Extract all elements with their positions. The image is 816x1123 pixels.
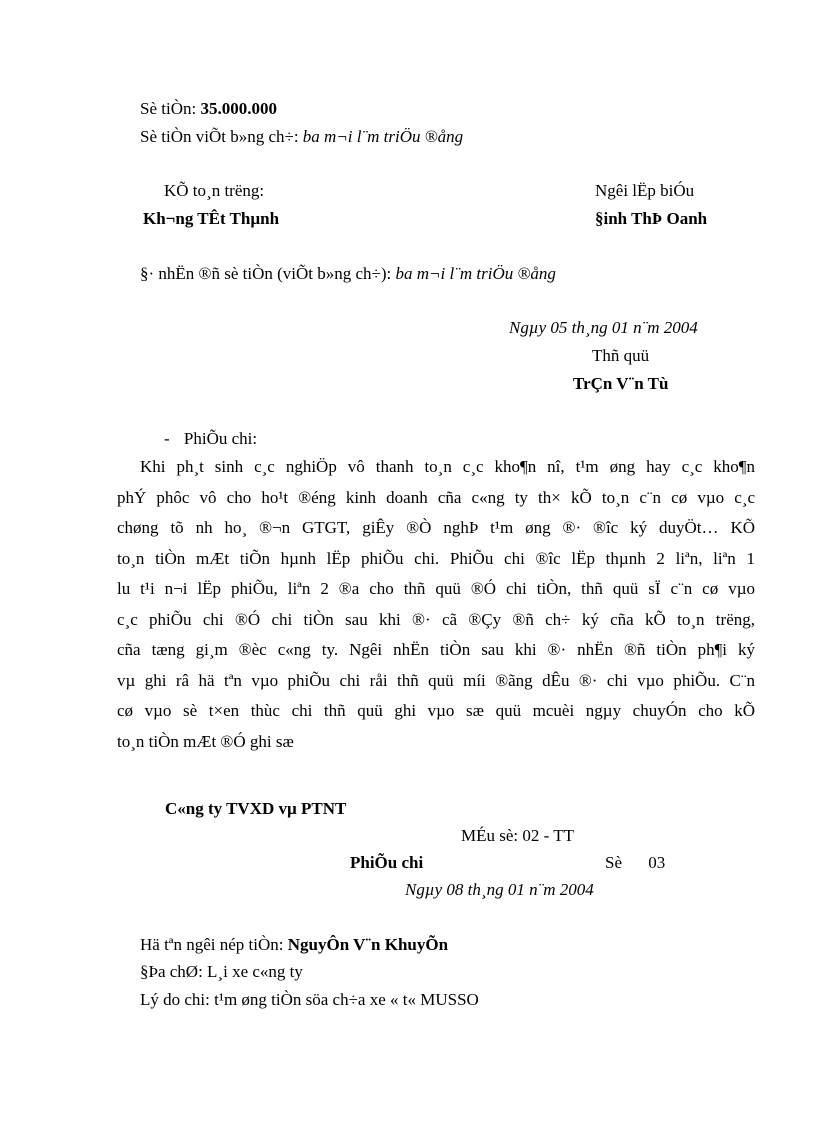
section-heading	[164, 429, 257, 449]
paragraph-line: lu t¹i n¬i lËp phiÕu, liªn 2 ®a cho thñ quü ®Ó chi tiÒn, thñ quü sÏ c¨n cø vµo	[117, 579, 755, 598]
cashier-name: TrÇn V¨n Tù	[573, 374, 669, 393]
paragraph-line: phÝ phôc vô cho ho¹t ®éng kinh doanh cña c«ng ty th× kÕ to¸n c¨n cø vµo c¸c	[117, 487, 755, 507]
form-number-label: Sè	[605, 853, 622, 872]
form-title: PhiÕu chi	[350, 853, 424, 872]
paragraph-line: cø vµo sè t×en thùc chi thñ quü ghi vµo sæ quü mcuèi ngµy chuyÓn cho kÕ	[117, 701, 755, 720]
chief-accountant-name: Kh¬ng TÊt Thµnh	[143, 209, 280, 228]
section-heading-text: PhiÕu chi:	[183, 429, 258, 448]
preparer-title: Ngêi lËp biÓu	[595, 181, 695, 200]
paragraph-line: chøng tõ nh ho¸ ®¬n GTGT, giÊy ®Ò nghÞ t¹m øng ®· ®îc ký duyÖt… KÕ	[117, 518, 755, 537]
form-date: Ngµy 08 th¸ng 01 n¨m 2004	[405, 880, 594, 899]
amount-line	[140, 99, 277, 119]
amount-words-line	[140, 127, 463, 147]
bullet-dash: -	[164, 429, 170, 448]
chief-accountant-title: KÕ to¸n trëng:	[164, 181, 265, 200]
amount-label: Sè tiÒn:	[140, 99, 197, 118]
amount-words-label: Sè tiÒn viÕt b»ng ch÷:	[140, 127, 299, 146]
paragraph-line: to¸n tiÒn mÆt tiÕn hµnh lËp phiÕu chi. PhiÕu chi ®îc lËp thµnh 2 liªn, liªn 1	[117, 548, 755, 568]
cashier-title: Thñ quü	[592, 346, 650, 365]
amount-value: 35.000.000	[200, 99, 277, 118]
address-line: §Þa chØ: L¸i xe c«ng ty	[140, 962, 303, 981]
amount-words-value: ba m¬i l¨m triÖu ®ång	[302, 127, 464, 146]
template-number: MÉu sè: 02 - TT	[461, 826, 575, 845]
company-name: C«ng ty TVXD vµ PTNT	[165, 799, 347, 818]
form-number-value: 03	[648, 853, 666, 872]
date-line: Ngµy 05 th¸ng 01 n¨m 2004	[509, 318, 698, 337]
paragraph-line: to¸n tiÒn mÆt ®Ó ghi sæ	[117, 731, 294, 751]
preparer-name: §inh ThÞ Oanh	[595, 209, 708, 228]
payee-label: Hä tªn ngêi nép tiÒn:	[140, 935, 284, 954]
received-label: §· nhËn ®ñ sè tiÒn (viÕt b»ng ch÷):	[140, 264, 392, 283]
received-line	[140, 264, 556, 284]
paragraph-line: c¸c phiÕu chi ®Ó chi tiÒn sau khi ®· cã ®Çy ®ñ ch÷ ký cña kÕ to¸n trëng,	[117, 609, 755, 629]
paragraph-line: cña tæng gi¸m ®èc c«ng ty. Ngêi nhËn tiÒn sau khi ®· nhËn ®ñ tiÒn ph¶i ký	[117, 640, 755, 659]
received-value: ba m¬i l¨m triÖu ®ång	[395, 264, 556, 283]
body-paragraph	[117, 452, 755, 757]
paragraph-line: Khi ph¸t sinh c¸c nghiÖp vô thanh to¸n c¸c kho¶n nî, t¹m øng hay c¸c kho¶n	[140, 457, 755, 476]
paragraph-line: vµ ghi râ hä tªn vµo phiÕu chi råi thñ quü míi ®ãng dÊu ®· chi vµo phiÕu. C¨n	[117, 670, 755, 690]
payee-name: NguyÔn V¨n KhuyÕn	[287, 935, 449, 954]
payee-line	[140, 935, 448, 955]
form-number	[605, 853, 665, 873]
reason-line: Lý do chi: t¹m øng tiÒn söa ch÷a xe « t« MUSSO	[140, 990, 479, 1009]
